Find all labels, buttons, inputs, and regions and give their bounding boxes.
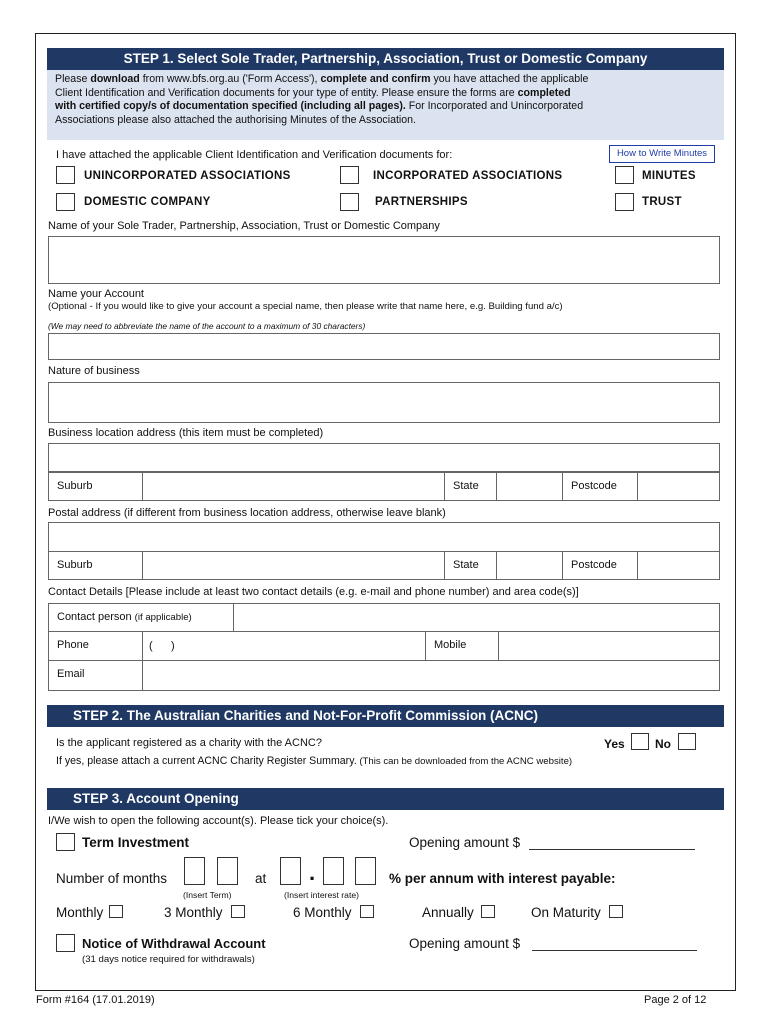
unincorporated-checkbox[interactable]	[56, 166, 75, 184]
business-suburb-field[interactable]	[142, 472, 445, 501]
contact-person-field[interactable]	[233, 603, 720, 632]
domestic-company-label: DOMESTIC COMPANY	[84, 196, 211, 208]
mobile-field[interactable]	[498, 631, 720, 661]
postal-suburb-label: Suburb	[48, 551, 143, 580]
account-name-hint: (Optional - If you would like to give your account a special name, then please write that name here, e.g. Building fund a/c)	[48, 301, 563, 312]
insert-term-hint: (Insert Term)	[183, 890, 232, 900]
decimal-point: .	[309, 860, 316, 885]
postal-state-label: State	[444, 551, 497, 580]
on-maturity-checkbox[interactable]	[609, 905, 623, 918]
entity-name-label: Name of your Sole Trader, Partnership, Association, Trust or Domestic Company	[48, 220, 440, 232]
acnc-yes-checkbox[interactable]	[631, 733, 649, 750]
acnc-yes-label: Yes	[604, 737, 625, 751]
intro-bold: download	[90, 73, 140, 85]
page-number: Page 2 of 12	[644, 994, 707, 1006]
business-postcode-field[interactable]	[637, 472, 720, 501]
account-name-label: Name your Account	[48, 288, 144, 300]
term-investment-checkbox[interactable]	[56, 833, 75, 851]
step3-intro: I/We wish to open the following account(s). Please tick your choice(s).	[48, 815, 389, 827]
intro-bold: with certified copy/s of documentation specified (including all pages).	[55, 100, 406, 112]
entity-name-field[interactable]	[48, 236, 720, 284]
account-name-field[interactable]	[48, 333, 720, 360]
postal-address-label: Postal address (if different from business location address, otherwise leave blank)	[48, 507, 446, 519]
postal-postcode-label: Postcode	[562, 551, 638, 580]
at-label: at	[255, 871, 267, 886]
contact-person-hint: (if applicable)	[134, 612, 192, 623]
business-state-label: State	[444, 472, 497, 501]
term-opening-amount-label: Opening amount $	[409, 835, 521, 850]
acnc-no-label: No	[655, 737, 671, 751]
contact-person-label	[48, 603, 234, 632]
monthly-label: Monthly	[56, 905, 104, 920]
step2-heading: STEP 2. The Australian Charities and Not-For-Profit Commission (ACNC)	[47, 705, 724, 727]
percent-text: % per annum with interest payable:	[389, 871, 616, 886]
annually-label: Annually	[422, 905, 474, 920]
acnc-note	[56, 755, 572, 767]
term-digit-1[interactable]	[184, 857, 205, 885]
trust-label: TRUST	[642, 196, 682, 208]
intro-bold: complete and confirm	[320, 73, 431, 85]
intro-text: Client Identification and Verification documents for your type of entity. Please ensure the forms are	[55, 86, 518, 99]
unincorporated-label: UNINCORPORATED ASSOCIATIONS	[84, 170, 291, 182]
business-suburb-label: Suburb	[48, 472, 143, 501]
account-name-note: (We may need to abbreviate the name of the account to a maximum of 30 characters)	[48, 321, 366, 331]
domestic-company-checkbox[interactable]	[56, 193, 75, 211]
postal-address-field[interactable]	[48, 522, 720, 552]
form-id: Form #164 (17.01.2019)	[36, 994, 155, 1006]
annually-checkbox[interactable]	[481, 905, 495, 918]
notice-opening-amount-label: Opening amount $	[409, 936, 521, 951]
step1-heading: STEP 1. Select Sole Trader, Partnership, Association, Trust or Domestic Company	[47, 48, 724, 70]
step3-heading: STEP 3. Account Opening	[47, 788, 724, 810]
six-monthly-label: 6 Monthly	[293, 905, 352, 920]
on-maturity-label: On Maturity	[531, 905, 601, 920]
business-address-field[interactable]	[48, 443, 720, 472]
percent-label	[389, 871, 616, 886]
notice-withdrawal-checkbox[interactable]	[56, 934, 75, 952]
phone-field[interactable]: ( )	[142, 631, 426, 661]
step1-instructions	[47, 70, 724, 140]
postal-suburb-field[interactable]	[142, 551, 445, 580]
incorporated-checkbox[interactable]	[340, 166, 359, 184]
phone-label: Phone	[48, 631, 143, 661]
attached-docs-label: I have attached the applicable Client Identification and Verification documents for:	[56, 149, 453, 161]
acnc-no-checkbox[interactable]	[678, 733, 696, 750]
business-address-label: Business location address (this item must be completed)	[48, 427, 324, 439]
six-monthly-checkbox[interactable]	[360, 905, 374, 918]
rate-digit-1[interactable]	[280, 857, 301, 885]
trust-checkbox[interactable]	[615, 193, 634, 211]
months-label: Number of months	[56, 871, 168, 886]
intro-bold: completed	[517, 86, 571, 99]
notice-withdrawal-label: Notice of Withdrawal Account	[82, 936, 266, 951]
term-opening-amount-field[interactable]	[529, 836, 695, 850]
email-field[interactable]	[142, 660, 720, 691]
mobile-label: Mobile	[425, 631, 499, 661]
rate-digit-2[interactable]	[323, 857, 344, 885]
intro-text: you have attached the applicable	[430, 73, 589, 85]
contact-details-label: Contact Details [Please include at least two contact details (e.g. e-mail and phone number) and area code(s)]	[48, 586, 579, 598]
acnc-note-text: If yes, please attach a current ACNC Charity Register Summary.	[56, 755, 357, 767]
email-label: Email	[48, 660, 143, 691]
contact-person-text: Contact person	[57, 611, 132, 623]
minutes-checkbox[interactable]	[615, 166, 634, 184]
term-investment-label: Term Investment	[82, 835, 190, 850]
minutes-label: MINUTES	[642, 170, 696, 182]
notice-withdrawal-hint: (31 days notice required for withdrawals)	[82, 954, 255, 965]
partnerships-label: PARTNERSHIPS	[375, 196, 468, 208]
postal-state-field[interactable]	[496, 551, 563, 580]
intro-text: Associations please also attached the authorising Minutes of the Association.	[55, 113, 416, 126]
intro-text: from www.bfs.org.au ('Form Access'),	[139, 73, 321, 85]
three-monthly-label: 3 Monthly	[164, 905, 223, 920]
nature-of-business-label: Nature of business	[48, 365, 140, 377]
rate-digit-3[interactable]	[355, 857, 376, 885]
monthly-checkbox[interactable]	[109, 905, 123, 918]
incorporated-label: INCORPORATED ASSOCIATIONS	[373, 170, 563, 182]
postal-postcode-field[interactable]	[637, 551, 720, 580]
how-to-write-minutes-link[interactable]: How to Write Minutes	[609, 145, 715, 163]
business-postcode-label: Postcode	[562, 472, 638, 501]
intro-text: Please	[55, 73, 91, 85]
acnc-question: Is the applicant registered as a charity with the ACNC?	[56, 737, 322, 749]
term-digit-2[interactable]	[217, 857, 238, 885]
partnerships-checkbox[interactable]	[340, 193, 359, 211]
business-state-field[interactable]	[496, 472, 563, 501]
insert-rate-hint: (Insert interest rate)	[284, 890, 359, 900]
intro-text: For Incorporated and Unincorporated	[405, 100, 584, 112]
notice-opening-amount-field[interactable]	[532, 937, 697, 951]
nature-of-business-field[interactable]	[48, 382, 720, 423]
three-monthly-checkbox[interactable]	[231, 905, 245, 918]
acnc-note-hint: (This can be downloaded from the ACNC website)	[356, 756, 573, 767]
